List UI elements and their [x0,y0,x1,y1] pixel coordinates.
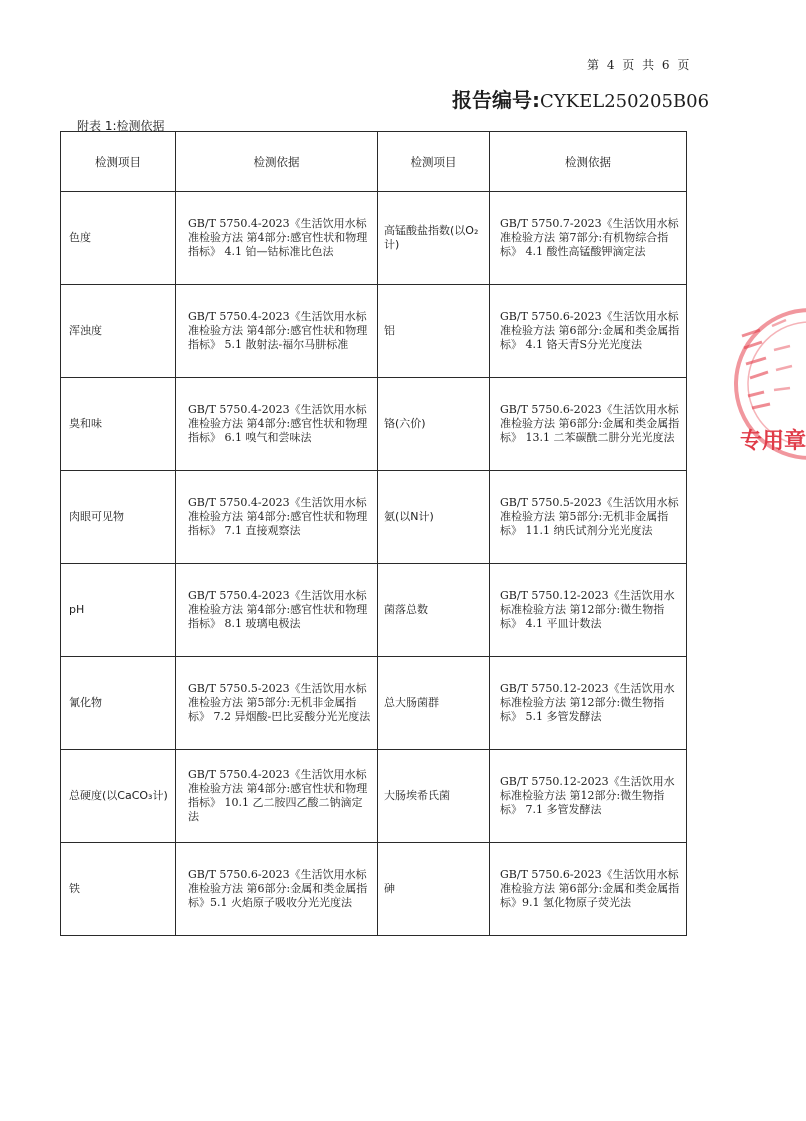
test-basis: GB/T 5750.7-2023《生活饮用水标准检验方法 第7部分:有机物综合指标》 4.1 酸性高锰酸钾滴定法 [490,192,687,285]
test-item: pH [61,564,176,657]
test-basis: GB/T 5750.4-2023《生活饮用水标准检验方法 第4部分:感官性状和物理指标》 5.1 散射法-福尔马肼标准 [176,285,378,378]
test-item: 浑浊度 [61,285,176,378]
test-item: 铝 [378,285,490,378]
header-test-basis-2: 检测依据 [490,132,687,192]
test-item: 总硬度(以CaCO₃计) [61,750,176,843]
report-number-value: CYKEL250205B06 [540,91,710,112]
test-item: 氨(以N计) [378,471,490,564]
table-header-row [61,132,687,192]
test-item: 氰化物 [61,657,176,750]
table-row [61,192,687,285]
test-basis: GB/T 5750.4-2023《生活饮用水标准检验方法 第4部分:感官性状和物理指标》 7.1 直接观察法 [176,471,378,564]
test-item: 大肠埃希氏菌 [378,750,490,843]
stamp-text: 专用章 [740,429,806,454]
test-basis: GB/T 5750.4-2023《生活饮用水标准检验方法 第4部分:感官性状和物理指标》 6.1 嗅气和尝味法 [176,378,378,471]
page-number: 第 4 页 共 6 页 [587,58,692,72]
test-basis: GB/T 5750.5-2023《生活饮用水标准检验方法 第5部分:无机非金属指标》 11.1 纳氏试剂分光光度法 [490,471,687,564]
test-item: 肉眼可见物 [61,471,176,564]
test-item: 铬(六价) [378,378,490,471]
test-item: 总大肠菌群 [378,657,490,750]
table-row [61,471,687,564]
table-row [61,285,687,378]
report-number-line [452,84,709,113]
table-row [61,750,687,843]
test-basis: GB/T 5750.5-2023《生活饮用水标准检验方法 第5部分:无机非金属指标》 7.2 异烟酸-巴比妥酸分光光度法 [176,657,378,750]
test-basis: GB/T 5750.4-2023《生活饮用水标准检验方法 第4部分:感官性状和物理指标》 8.1 玻璃电极法 [176,564,378,657]
detection-basis-table [60,131,687,936]
test-item: 铁 [61,843,176,936]
table-row [61,564,687,657]
table-caption: 附表 1:检测依据 [77,119,165,133]
test-basis: GB/T 5750.4-2023《生活饮用水标准检验方法 第4部分:感官性状和物理指标》 10.1 乙二胺四乙酸二钠滴定法 [176,750,378,843]
test-item: 臭和味 [61,378,176,471]
test-basis: GB/T 5750.6-2023《生活饮用水标准检验方法 第6部分:金属和类金属指标》9.1 氢化物原子荧光法 [490,843,687,936]
test-basis: GB/T 5750.6-2023《生活饮用水标准检验方法 第6部分:金属和类金属指标》 4.1 铬天青S分光光度法 [490,285,687,378]
test-basis: GB/T 5750.12-2023《生活饮用水标准检验方法 第12部分:微生物指标》 7.1 多管发酵法 [490,750,687,843]
header-test-basis: 检测依据 [176,132,378,192]
test-basis: GB/T 5750.12-2023《生活饮用水标准检验方法 第12部分:微生物指标》 4.1 平皿计数法 [490,564,687,657]
test-basis: GB/T 5750.6-2023《生活饮用水标准检验方法 第6部分:金属和类金属指标》 13.1 二苯碳酰二肼分光光度法 [490,378,687,471]
test-item: 色度 [61,192,176,285]
test-item: 高锰酸盐指数(以O₂计) [378,192,490,285]
table-row [61,657,687,750]
test-basis: GB/T 5750.12-2023《生活饮用水标准检验方法 第12部分:微生物指标》 5.1 多管发酵法 [490,657,687,750]
test-basis: GB/T 5750.4-2023《生活饮用水标准检验方法 第4部分:感官性状和物理指标》 4.1 铂—钴标准比色法 [176,192,378,285]
report-number-label: 报告编号: [452,88,540,112]
table-row [61,378,687,471]
test-basis: GB/T 5750.6-2023《生活饮用水标准检验方法 第6部分:金属和类金属指标》5.1 火焰原子吸收分光光度法 [176,843,378,936]
official-seal-stamp [732,306,806,462]
header-test-item: 检测项目 [61,132,176,192]
test-item: 菌落总数 [378,564,490,657]
header-test-item-2: 检测项目 [378,132,490,192]
table-row [61,843,687,936]
test-item: 砷 [378,843,490,936]
